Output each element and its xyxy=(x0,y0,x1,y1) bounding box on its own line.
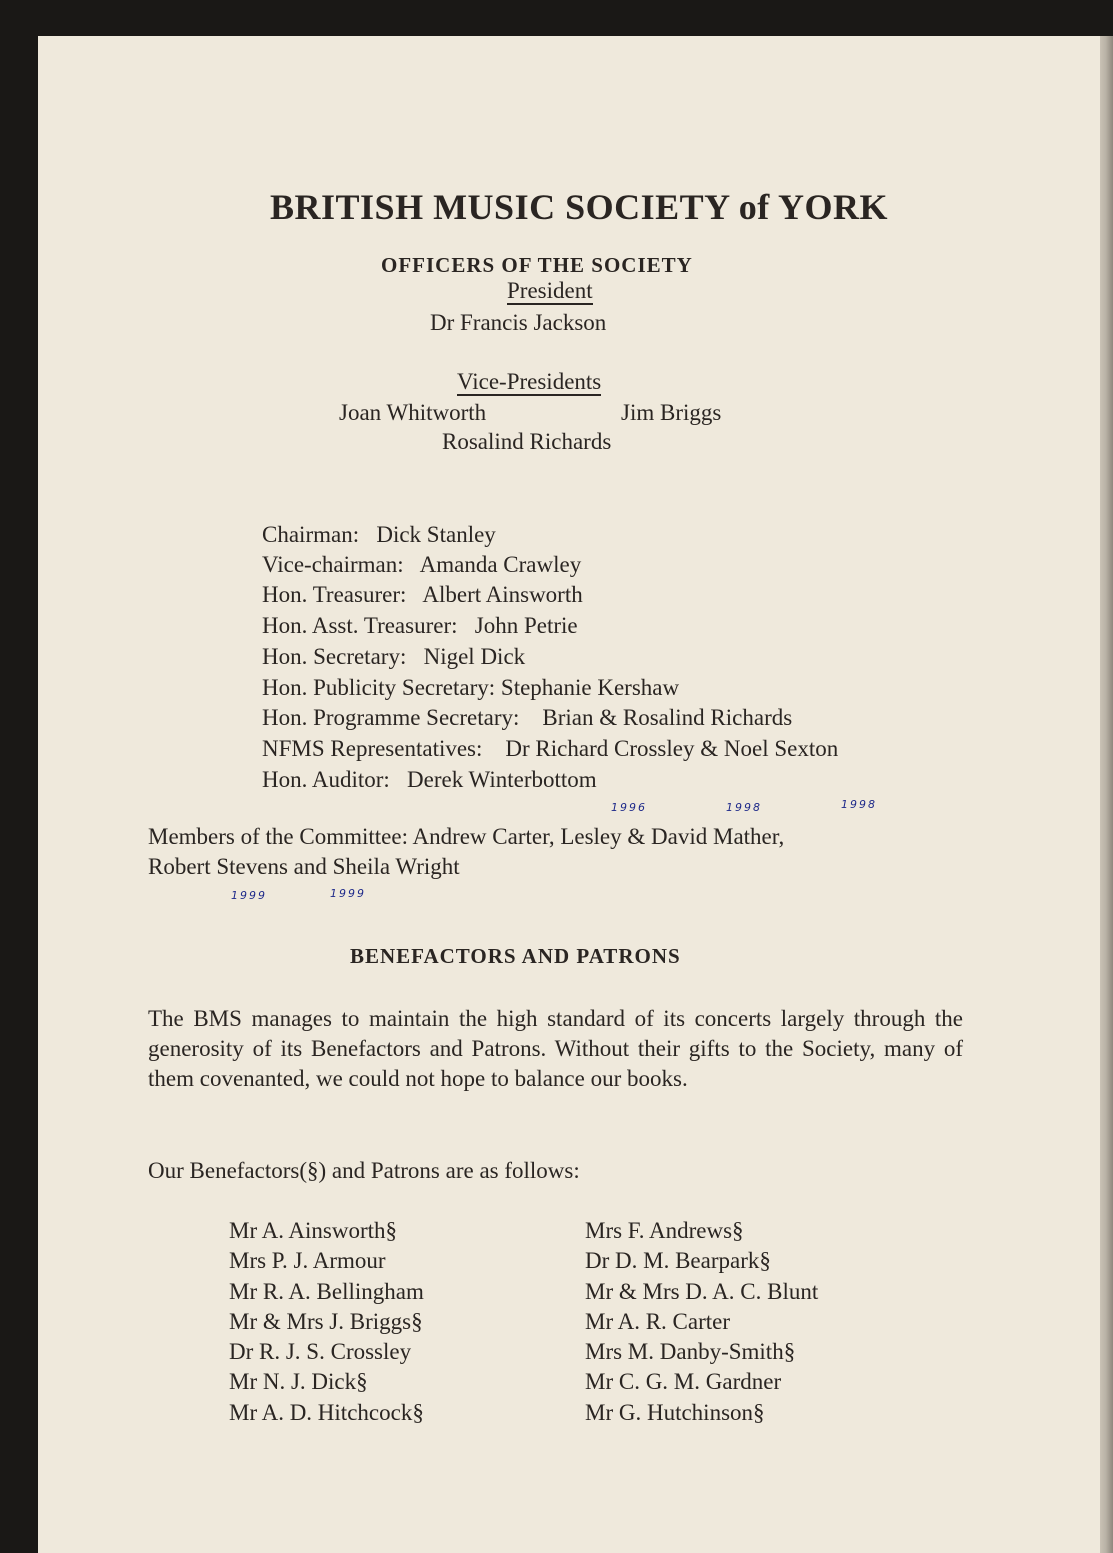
benefactors-paragraph: The BMS manages to maintain the high standard of its concerts largely through the generosity of its Benefactors and Patrons. Without their gifts to the Society, many of them covenanted, we could not hope to balance our books. xyxy=(148,1006,963,1091)
patron-name: Dr D. M. Bearpark§ xyxy=(585,1248,771,1274)
patron-name: Mr A. R. Carter xyxy=(585,1308,731,1334)
role-holder: Amanda Crawley xyxy=(419,552,582,577)
role-title: Hon. Treasurer: xyxy=(262,582,407,607)
committee-members-line: Robert Stevens and Sheila Wright xyxy=(148,854,460,879)
role-holder: Dr Richard Crossley & Noel Sexton xyxy=(505,736,839,761)
patron-name: Mr C. G. M. Gardner xyxy=(585,1369,782,1395)
benefactors-intro: Our Benefactors(§) and Patrons are as follows: xyxy=(148,1158,580,1183)
role-title: Vice-chairman: xyxy=(262,552,404,577)
vice-presidents-label: Vice-Presidents xyxy=(457,369,602,394)
committee-role-line xyxy=(262,644,525,670)
patron-name: Mrs F. Andrews§ xyxy=(585,1218,744,1243)
role-title: Hon. Auditor: xyxy=(262,767,390,792)
role-title: Hon. Publicity Secretary: xyxy=(262,675,496,700)
role-holder: Albert Ainsworth xyxy=(422,582,583,607)
role-holder: Derek Winterbottom xyxy=(407,767,597,792)
patron-name: Dr R. J. S. Crossley xyxy=(229,1339,412,1365)
handwritten-year: 1996 xyxy=(611,801,647,814)
committee-role-line xyxy=(262,613,578,639)
patrons-right-column xyxy=(585,1216,818,1428)
patron-name: Mrs M. Danby-Smith§ xyxy=(585,1339,796,1365)
patron-name: Mr & Mrs J. Briggs§ xyxy=(229,1308,423,1334)
handwritten-year: 1998 xyxy=(726,801,762,814)
officers-heading: OFFICERS OF THE SOCIETY xyxy=(381,253,693,277)
committee-role-line xyxy=(262,767,597,793)
patron-name: Mr A. D. Hitchcock§ xyxy=(229,1399,424,1425)
handwritten-year: 1998 xyxy=(841,798,877,811)
committee-role-line xyxy=(262,552,581,578)
committee-role-line xyxy=(262,736,838,762)
committee-role-line xyxy=(262,522,496,548)
vice-president-name: Joan Whitworth xyxy=(339,400,487,425)
handwritten-year: 1999 xyxy=(231,889,267,902)
role-title: NFMS Representatives: xyxy=(262,736,483,761)
vice-president-name: Rosalind Richards xyxy=(442,429,612,454)
committee-role-line xyxy=(262,705,792,731)
patron-name: Mr G. Hutchinson§ xyxy=(585,1399,765,1425)
handwritten-year: 1999 xyxy=(330,887,366,900)
role-holder: Nigel Dick xyxy=(423,644,526,669)
committee-role-line xyxy=(262,582,583,608)
role-title: Hon. Secretary: xyxy=(262,644,407,669)
role-title: Hon. Programme Secretary: xyxy=(262,705,520,730)
document-page xyxy=(38,36,1100,1553)
patron-name: Mr A. Ainsworth§ xyxy=(229,1218,398,1243)
role-holder: John Petrie xyxy=(474,613,578,638)
president-label: President xyxy=(507,278,593,303)
role-holder: Brian & Rosalind Richards xyxy=(542,705,793,730)
patron-name: Mr R. A. Bellingham xyxy=(229,1278,424,1304)
document-title: BRITISH MUSIC SOCIETY of YORK xyxy=(270,187,888,227)
role-holder: Dick Stanley xyxy=(376,522,496,547)
role-title: Hon. Asst. Treasurer: xyxy=(262,613,458,638)
benefactors-heading: BENEFACTORS AND PATRONS xyxy=(350,944,681,968)
vice-president-name: Jim Briggs xyxy=(621,400,722,425)
committee-role-line xyxy=(262,675,679,701)
patrons-left-column xyxy=(229,1216,424,1428)
committee-members-line: Members of the Committee: Andrew Carter, Lesley & David Mather, xyxy=(148,824,785,849)
patron-name: Mr N. J. Dick§ xyxy=(229,1369,368,1395)
role-title: Chairman: xyxy=(262,522,360,547)
patron-name: Mrs P. J. Armour xyxy=(229,1248,386,1274)
president-name: Dr Francis Jackson xyxy=(430,310,607,335)
role-holder: Stephanie Kershaw xyxy=(500,675,680,700)
patron-name: Mr & Mrs D. A. C. Blunt xyxy=(585,1278,819,1304)
